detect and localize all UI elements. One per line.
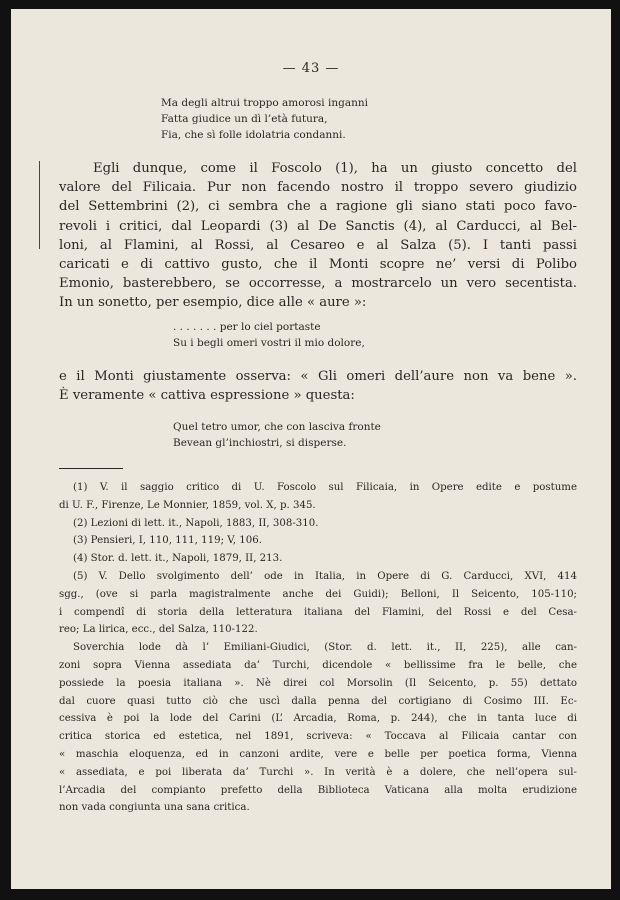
footnote-line: « assediata, e poi liberata da’ Turchi ». In verità è a dolere, che nell’opera sul- [59,766,577,778]
footnotes [59,479,577,817]
text-line: Egli dunque, come il Foscolo (1), ha un giusto concetto del [93,161,577,176]
footnote-line: (2) Lezioni di lett. it., Napoli, 1883, II, 308-310. [73,517,319,529]
footnote-line: (1) V. il saggio critico di U. Foscolo sul Filicaia, in Opere edite e postume [73,482,577,493]
footnote-line: sgg., (ove si parla magistralmente anche dei Guidi); Belloni, Il Seicento, 105-110; [59,588,577,600]
footnote-line: (5) V. Dello svolgimento dell’ ode in Italia, in Opere di G. Carducci, XVI, 414 [73,570,577,582]
text-line: valore del Filicaia. Pur non facendo nostro il troppo severo giudizio [59,180,577,196]
verse-line: Fia, che sì folle idolatria condanni. [161,129,346,141]
verse-line: Fatta giudice un dì l’età futura, [161,113,328,125]
footnote-line: cessiva è poi la lode del Carini (L’ Arcadia, Roma, p. 244), che in tanta luce di [59,713,577,725]
footnote-divider [59,468,123,469]
text-line: loni, al Flamini, al Rossi, al Cesareo e al Salza (5). I tanti passi [59,237,577,253]
verse-line: Su i begli omeri vostri il mio dolore, [173,337,365,349]
page-number: — 43 — [282,61,340,76]
footnote-line: « maschia eloquenza, ed in canzoni ardite, vere e belle per poetica forma, Vienna [59,748,577,760]
paragraph-2 [59,367,577,405]
footnote-line: (3) Pensieri, I, 110, 111, 119; V, 106. [73,535,262,547]
verse-line: Quel tetro umor, che con lasciva fronte [173,421,381,433]
text-line: revoli i critici, dal Leopardi (3) al De Sanctis (4), al Carducci, al Bel- [59,218,577,234]
footnote-line: (4) Stor. d. lett. it., Napoli, 1879, II, 213. [73,553,283,565]
verse-line: Ma degli altrui troppo amorosi inganni [161,97,368,109]
footnote-line: Soverchia lode dà l’ Emiliani-Giudici, (Stor. d. lett. it., II, 225), alle can- [73,642,577,654]
verse-line: . . . . . . . per lo ciel portaste [173,321,321,333]
margin-pencil-mark [39,161,40,249]
footnote-line: reo; La lirica, ecc., del Salza, 110-122. [59,624,258,636]
paragraph-1 [59,159,577,313]
footnote-line: possiede la poesia italiana ». Nè direi col Morsolin (Il Seicento, p. 55) dettato [59,677,577,689]
verse-line: Bevean gl’inchiostri, si disperse. [173,437,347,449]
verse-quote-1 [161,95,368,143]
verse-quote-2 [173,319,365,351]
footnote-line: di U. F., Firenze, Le Monnier, 1859, vol. X, p. 345. [59,499,316,511]
footnote-line: dal cuore quasi tutto ciò che uscì dalla penna del cortigiano di Cosimo III. Ec- [59,695,577,707]
footnote-line: zoni sopra Vienna assediata da’ Turchi, dicendole « bellissime fra le belle, che [59,659,577,671]
footnote-line: i compendî di storia della letteratura italiana del Flamini, del Rossi e del Cesa- [59,606,577,618]
footnote-line: non vada congiunta una sana critica. [59,802,250,814]
text-line: e il Monti giustamente osserva: « Gli omeri dell’aure non va bene ». [59,369,577,384]
text-line: In un sonetto, per esempio, dice alle « aure »: [59,295,367,311]
verse-quote-3 [173,419,381,451]
book-page [11,9,611,889]
text-line: del Settembrini (2), ci sembra che a ragione gli siano stati poco favo- [59,199,577,215]
footnote-line: critica storica ed estetica, nel 1891, scriveva: « Toccava al Filicaia cantar con [59,731,577,743]
text-line: Emonio, basterebbero, se occorresse, a mostrarcelo un vero secentista. [59,276,577,292]
text-line: caricati e di cattivo gusto, che il Monti scopre ne’ versi di Polibo [59,257,577,273]
text-line: È veramente « cattiva espressione » questa: [59,388,355,404]
footnote-line: l’Arcadia del compianto prefetto della Biblioteca Vaticana alla molta erudizione [59,784,577,796]
